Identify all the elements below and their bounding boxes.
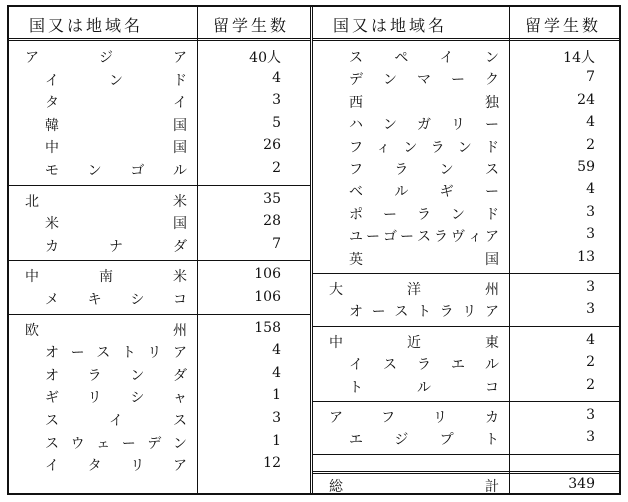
row-value: 7 (272, 235, 281, 252)
country-row (9, 234, 311, 256)
row-value: 4 (272, 342, 281, 359)
row-value: 106 (254, 288, 281, 305)
country-row (313, 112, 619, 134)
row-value: 59 (577, 159, 595, 175)
name-char: ト (484, 432, 499, 449)
row-name (349, 92, 499, 112)
row-name (349, 69, 499, 89)
row-value: 3 (272, 409, 281, 426)
country-row (313, 90, 619, 112)
name-char: キ (87, 291, 102, 308)
name-char: 米 (173, 269, 187, 286)
name-char: ド (484, 139, 499, 156)
name-char: 国 (173, 117, 187, 134)
name-char: 近 (407, 334, 421, 351)
name-char: シ (130, 390, 145, 407)
row-name (45, 410, 187, 430)
name-char: 北 (25, 193, 39, 210)
name-char: イ (109, 412, 123, 429)
name-char: ン (383, 117, 397, 134)
row-value: 35 (263, 190, 281, 207)
name-char: フ (349, 162, 363, 178)
name-char: ユ (349, 229, 363, 246)
name-char: 州 (485, 282, 499, 298)
region-row (9, 45, 311, 67)
country-row (313, 179, 619, 201)
name-char: リ (433, 410, 447, 426)
name-char: エ (349, 432, 363, 449)
header-country: 国又は地域名 (29, 16, 144, 35)
name-char: ー (484, 184, 499, 201)
row-name (45, 236, 187, 256)
name-char: リ (451, 117, 465, 134)
name-char: 独 (485, 94, 499, 111)
name-char: 国 (485, 251, 499, 268)
name-char: ジ (99, 50, 113, 66)
row-name (349, 47, 499, 67)
name-char: ン (172, 435, 187, 452)
name-char: ジ (394, 432, 409, 449)
name-char: ア (172, 345, 187, 362)
row-name (329, 407, 499, 427)
name-char: 中 (25, 269, 39, 286)
row-value: 3 (586, 203, 595, 220)
name-char: ダ (173, 238, 187, 255)
name-char: イ (45, 72, 59, 89)
name-char: 中 (45, 140, 59, 157)
country-row (9, 453, 311, 475)
row-value: 3 (586, 279, 595, 295)
header-row (313, 7, 619, 41)
name-char: ラ (394, 162, 409, 178)
row-value: 3 (586, 301, 595, 318)
region-group (313, 273, 619, 327)
name-char: ー (121, 435, 136, 452)
name-char: ア (173, 50, 187, 66)
name-char: エ (451, 357, 465, 374)
row-name (45, 213, 187, 233)
country-row (9, 158, 311, 180)
name-char: ス (45, 412, 59, 429)
name-char: 英 (349, 251, 363, 268)
name-char: ポ (349, 206, 363, 223)
name-char: 米 (45, 216, 59, 233)
total-value: 349 (568, 476, 595, 492)
name-char: ゴ (383, 229, 397, 246)
name-char: 南 (99, 269, 113, 286)
country-row (9, 211, 311, 233)
row-value: 3 (272, 92, 281, 109)
row-name (349, 429, 499, 449)
country-row (313, 247, 619, 269)
region-row (313, 330, 619, 352)
name-char: 計 (485, 479, 499, 495)
name-char: ル (394, 184, 409, 201)
name-char: 洋 (407, 282, 421, 298)
name-char: ラ (434, 229, 448, 246)
row-name (45, 342, 187, 362)
name-char: 大 (329, 282, 343, 298)
name-char: ー (366, 229, 380, 246)
name-char: イ (439, 50, 454, 66)
name-char: ン (439, 162, 454, 178)
row-name (349, 137, 499, 157)
name-char: オ (45, 367, 59, 384)
name-char: ャ (172, 390, 187, 407)
name-char: ン (87, 163, 102, 179)
total-label (329, 476, 499, 496)
name-char: メ (45, 291, 59, 308)
name-char: ル (417, 379, 431, 396)
row-name (329, 332, 499, 352)
name-char: リ (462, 304, 477, 321)
name-char: コ (172, 291, 187, 308)
region-row (9, 318, 311, 340)
row-name (25, 191, 187, 211)
row-name (349, 114, 499, 134)
name-char: ル (172, 163, 187, 179)
name-char: ク (485, 72, 499, 89)
country-row (9, 113, 311, 135)
name-char: ガ (417, 117, 431, 134)
name-char: ギ (45, 390, 59, 407)
row-name (349, 226, 499, 246)
row-value: 7 (586, 69, 595, 86)
region-group (9, 41, 311, 186)
country-row (313, 202, 619, 224)
name-char: 韓 (45, 117, 59, 134)
country-row (313, 352, 619, 374)
country-row (313, 45, 619, 67)
name-char: リ (130, 458, 145, 475)
students-table (7, 5, 621, 495)
name-char: ラ (417, 206, 431, 223)
name-char: ゴ (130, 163, 145, 179)
country-row (9, 408, 311, 430)
row-name (25, 320, 187, 340)
name-char: ィ (468, 229, 482, 246)
country-row (9, 90, 311, 112)
name-char: タ (45, 95, 59, 112)
name-char: ス (417, 229, 431, 246)
name-char: ン (457, 139, 472, 156)
row-name (349, 249, 499, 269)
region-group (313, 41, 619, 274)
row-value: 3 (586, 226, 595, 243)
region-group (313, 326, 619, 402)
row-value: 5 (272, 114, 281, 131)
country-row (9, 135, 311, 157)
name-char: ー (400, 229, 414, 246)
name-char: ー (371, 304, 386, 321)
region-group (313, 401, 619, 455)
row-name (349, 301, 499, 321)
name-char: ナ (109, 238, 123, 255)
name-char: 総 (329, 479, 343, 495)
region-group (9, 185, 311, 262)
row-value: 2 (586, 376, 595, 393)
name-char: ベ (349, 184, 363, 201)
name-char: ン (484, 50, 499, 66)
name-char: ー (451, 72, 465, 89)
name-char: 国 (173, 216, 187, 233)
name-char: ト (416, 304, 431, 321)
row-value: 12 (263, 455, 281, 472)
name-char: コ (485, 379, 499, 396)
row-name (45, 433, 187, 453)
name-char: ス (45, 435, 59, 452)
row-name (25, 47, 187, 67)
name-char: モ (45, 163, 59, 179)
name-char: リ (147, 345, 162, 362)
total-row (313, 471, 619, 493)
row-value: 28 (263, 213, 281, 230)
name-char: ー (383, 206, 397, 223)
name-char: ン (383, 72, 397, 89)
row-value: 13 (577, 248, 595, 265)
row-value: 26 (263, 137, 281, 154)
country-row (313, 157, 619, 179)
name-char: ス (383, 357, 397, 374)
row-name (45, 70, 187, 90)
row-name (45, 92, 187, 112)
row-name (45, 115, 187, 135)
name-char: タ (87, 458, 102, 475)
name-char: ヴ (451, 229, 465, 246)
country-row (9, 68, 311, 90)
name-char: 国 (173, 140, 187, 157)
name-char: デ (349, 72, 363, 89)
row-value: 4 (272, 364, 281, 381)
name-char: デ (147, 435, 162, 452)
name-char: ト (121, 345, 136, 362)
row-value: 106 (254, 266, 281, 283)
country-row (9, 385, 311, 407)
name-char: ア (172, 458, 187, 475)
row-name (45, 455, 187, 475)
name-char: ラ (439, 304, 454, 321)
row-value: 24 (577, 91, 595, 108)
name-char: ェ (96, 435, 111, 452)
row-value: 158 (254, 319, 281, 336)
header-row (9, 7, 311, 41)
header-students: 留学生数 (525, 16, 602, 35)
row-name (45, 387, 187, 407)
name-char: ラ (417, 357, 431, 374)
name-char: ド (485, 206, 499, 223)
name-char: ン (109, 72, 123, 89)
country-row (9, 431, 311, 453)
row-value: 3 (586, 407, 595, 423)
name-char: プ (439, 432, 454, 449)
row-name (349, 204, 499, 224)
row-value: 2 (586, 354, 595, 371)
table-right-half (313, 7, 619, 493)
name-char: ス (394, 304, 409, 321)
name-char: カ (45, 238, 59, 255)
region-group (9, 260, 311, 314)
name-char: ア (485, 229, 499, 246)
row-name (45, 137, 187, 157)
country-row (9, 340, 311, 362)
name-char: オ (45, 345, 59, 362)
country-row (313, 67, 619, 89)
header-country: 国又は地域名 (333, 16, 448, 35)
name-char: ア (25, 50, 39, 66)
name-char: ー (485, 117, 499, 134)
header-students: 留学生数 (213, 16, 290, 35)
region-row (9, 264, 311, 286)
region-row (313, 405, 619, 427)
name-char: ス (349, 50, 363, 66)
name-char: イ (45, 458, 59, 475)
name-char: ー (70, 345, 85, 362)
row-value: 3 (586, 429, 595, 446)
name-char: ダ (172, 367, 187, 384)
region-row (313, 277, 619, 299)
name-char: イ (173, 95, 187, 112)
name-char: ス (173, 412, 187, 429)
country-row (313, 299, 619, 321)
row-value: 4 (586, 331, 595, 348)
name-char: ン (403, 139, 418, 156)
row-value: 40人 (249, 50, 281, 66)
row-value: 4 (586, 114, 595, 131)
name-char: ギ (439, 184, 454, 201)
name-char: ン (451, 206, 465, 223)
region-group (9, 314, 311, 480)
name-char: ア (329, 410, 343, 426)
row-name (25, 266, 187, 286)
name-char: フ (381, 410, 395, 426)
name-char: 西 (349, 94, 363, 111)
row-name (349, 159, 499, 179)
country-row (313, 224, 619, 246)
name-char: 東 (485, 334, 499, 351)
row-value: 2 (586, 136, 595, 153)
name-char: ル (485, 357, 499, 374)
table-left-half (9, 7, 311, 493)
name-char: ラ (430, 139, 445, 156)
country-row (313, 375, 619, 397)
row-value: 2 (272, 160, 281, 176)
name-char: 欧 (25, 322, 39, 339)
row-name (349, 181, 499, 201)
name-char: 州 (173, 322, 187, 339)
row-value: 1 (272, 432, 281, 449)
row-value: 14人 (563, 50, 595, 66)
name-char: ス (484, 162, 499, 178)
name-char: 中 (329, 334, 343, 351)
row-value: 4 (272, 69, 281, 86)
row-name (45, 289, 187, 309)
name-char: シ (130, 291, 145, 308)
country-row (9, 287, 311, 309)
row-name (45, 365, 187, 385)
name-char: ア (484, 304, 499, 321)
name-char: 米 (173, 193, 187, 210)
name-char: ペ (394, 50, 409, 66)
row-value: 4 (586, 181, 595, 198)
total-row-content (313, 474, 619, 496)
country-row (9, 363, 311, 385)
country-row (313, 427, 619, 449)
row-name (329, 279, 499, 299)
row-name (349, 377, 499, 397)
name-char: ス (96, 345, 111, 362)
name-char: フ (349, 139, 363, 156)
name-char: ド (173, 72, 187, 89)
name-char: ト (349, 379, 363, 396)
name-char: カ (485, 410, 499, 426)
name-char: オ (349, 304, 363, 321)
name-char: イ (349, 357, 363, 374)
name-char: マ (417, 72, 431, 89)
name-char: ィ (376, 139, 391, 156)
name-char: リ (87, 390, 102, 407)
row-value: 1 (272, 387, 281, 404)
name-char: ハ (349, 117, 363, 134)
region-row (9, 189, 311, 211)
country-row (313, 135, 619, 157)
name-char: ウ (70, 435, 85, 452)
name-char: ン (130, 367, 145, 384)
name-char: ラ (87, 367, 102, 384)
row-name (349, 354, 499, 374)
row-name (45, 160, 187, 180)
